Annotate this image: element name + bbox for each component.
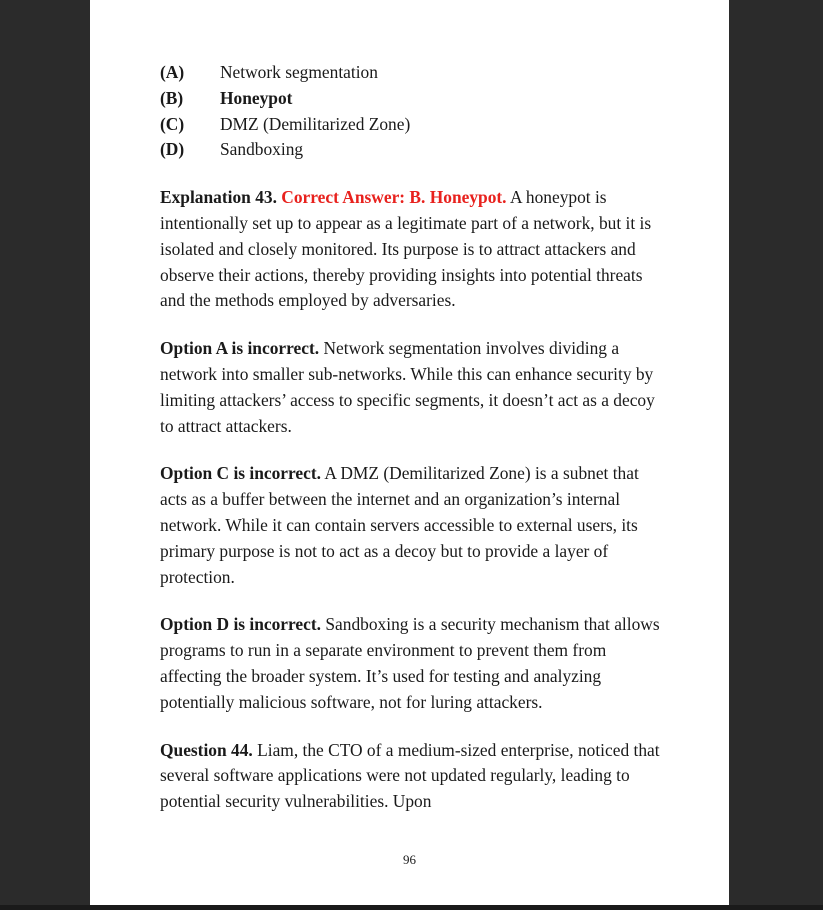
option-text: DMZ (Demilitarized Zone) xyxy=(220,113,411,134)
option-a-label: Option A is incorrect. xyxy=(160,338,320,359)
answer-options xyxy=(160,60,665,163)
option-c-paragraph xyxy=(160,461,665,590)
option-a-paragraph xyxy=(160,336,665,439)
option-c xyxy=(160,112,665,138)
option-text: Honeypot xyxy=(220,87,293,108)
option-a xyxy=(160,60,665,86)
explanation-paragraph xyxy=(160,185,665,314)
page-content xyxy=(160,60,665,837)
viewer-bottom-strip xyxy=(0,905,823,910)
option-d-paragraph xyxy=(160,612,665,715)
document-page xyxy=(90,0,729,905)
question-paragraph xyxy=(160,738,665,815)
option-a-text: Network segmentation involves dividing a network into smaller sub-networks. While this can enhance security by limiting attackers’ access to specific segments, it doesn’t act as a decoy to attract attackers. xyxy=(160,338,655,436)
explanation-text: A honeypot is intentionally set up to appear as a legitimate part of a network, but it is isolated and closely monitored. Its purpose is to attract attackers and observe their actions, thereby providing insights into potential threats and the methods employed by adversaries. xyxy=(160,187,652,311)
option-d xyxy=(160,137,665,163)
option-text: Sandboxing xyxy=(220,139,304,160)
option-letter: (C) xyxy=(160,113,185,134)
option-b xyxy=(160,86,665,112)
option-letter: (D) xyxy=(160,139,185,160)
option-text: Network segmentation xyxy=(220,62,378,82)
question-text: Liam, the CTO of a medium-sized enterprise, noticed that several software applications were not updated regularly, leading to potential security vulnerabilities. Upon xyxy=(160,739,660,812)
option-letter: (A) xyxy=(160,62,185,82)
option-c-text: A DMZ (Demilitarized Zone) is a subnet that acts as a buffer between the internet and an organization’s internal network. While it can contain servers accessible to external users, its primary purpose is not to act as a decoy but to provide a layer of protection. xyxy=(160,463,639,587)
page-number: 96 xyxy=(403,852,416,867)
correct-answer: Correct Answer: B. Honeypot. xyxy=(281,187,507,208)
option-c-label: Option C is incorrect. xyxy=(160,463,322,484)
option-letter: (B) xyxy=(160,87,184,108)
question-label: Question 44. xyxy=(160,739,253,760)
explanation-label: Explanation 43. xyxy=(160,187,277,208)
option-d-label: Option D is incorrect. xyxy=(160,614,322,635)
option-d-text: Sandboxing is a security mechanism that allows programs to run in a separate environment to prevent them from affecting the broader system. It’s used for testing and analyzing potentially malicious software, not for luring attackers. xyxy=(160,614,660,712)
